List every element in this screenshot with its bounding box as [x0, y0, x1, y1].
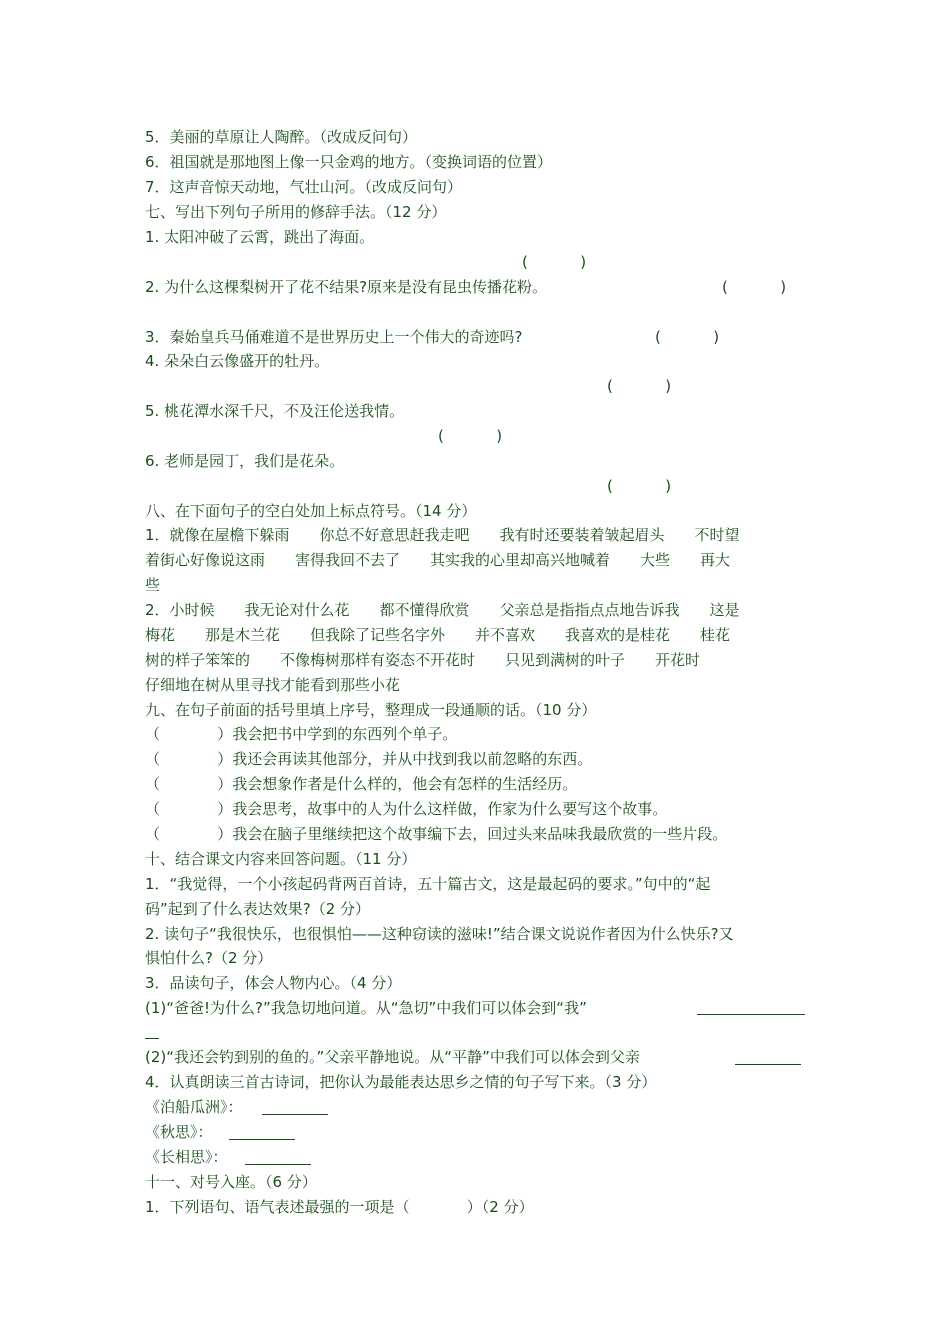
answer-line-10-3-1[interactable] — [697, 1014, 805, 1016]
section-11-title: 十一、对号入座。（6 分） — [145, 1173, 317, 1191]
answer-line-10-3-2[interactable] — [735, 1064, 801, 1066]
question-8-2-line-4: 仔细地在树从里寻找才能看到那些小花 — [145, 676, 401, 694]
poem-3-label: 《长相思》： — [145, 1148, 228, 1166]
question-6-7: 7．这声音惊天动地，气壮山河。（改成反问句） — [145, 178, 463, 196]
answer-line-poem-3[interactable] — [245, 1164, 311, 1166]
question-11-1: 1．下列语句、语气表述最强的一项是（ ）（2 分） — [145, 1198, 534, 1216]
section-7-title: 七、写出下列句子所用的修辞手法。（12 分） — [145, 203, 447, 221]
answer-bracket-7-1: ( ) — [522, 253, 587, 271]
section-10-title: 十、结合课文内容来回答问题。（11 分） — [145, 850, 417, 868]
question-10-1-line-2: 码”起到了什么表达效果?（2 分） — [145, 900, 371, 918]
question-9-3: （ ）我会想象作者是什么样的，他会有怎样的生活经历。 — [145, 775, 578, 793]
poem-2-label: 《秋思》： — [145, 1123, 213, 1141]
question-7-5: 5. 桃花潭水深千尺，不及汪伦送我情。 — [145, 402, 405, 420]
question-7-6: 6. 老师是园丁，我们是花朵。 — [145, 452, 345, 470]
question-6-5: 5．美丽的草原让人陶醉。（改成反问句） — [145, 128, 418, 146]
question-9-5: （ ）我会在脑子里继续把这个故事编下去，回过头来品味我最欣赏的一些片段。 — [145, 825, 728, 843]
answer-bracket-7-4: ( ) — [607, 377, 672, 395]
question-10-3: 3．品读句子，体会人物内心。（4 分） — [145, 974, 402, 992]
question-8-2-line-3: 树的样子笨笨的 不像梅树那样有姿态不开花时 只见到满树的叶子 开花时 — [145, 651, 701, 669]
question-7-1: 1. 太阳冲破了云霄，跳出了海面。 — [145, 228, 375, 246]
question-7-3: 3．秦始皇兵马俑难道不是世界历史上一个伟大的奇迹吗? — [145, 328, 523, 346]
question-8-1-line-1: 1．就像在屋檐下躲雨 你总不好意思赶我走吧 我有时还要装着皱起眉头 不时望 — [145, 526, 740, 544]
question-7-4: 4. 朵朵白云像盛开的牡丹。 — [145, 352, 330, 370]
question-8-2-line-2: 梅花 那是木兰花 但我除了记些名字外 并不喜欢 我喜欢的是桂花 桂花 — [145, 626, 731, 644]
question-7-2: 2. 为什么这棵梨树开了花不结果?原来是没有昆虫传播花粉。 — [145, 278, 548, 296]
question-10-1-line-1: 1．“我觉得，一个小孩起码背两百首诗，五十篇古文，这是最起码的要求。”句中的“起 — [145, 875, 711, 893]
question-9-1: （ ）我会把书中学到的东西列个单子。 — [145, 725, 458, 743]
question-6-6: 6．祖国就是那地图上像一只金鸡的地方。（变换词语的位置） — [145, 153, 553, 171]
answer-bracket-7-5: ( ) — [438, 427, 503, 445]
section-8-title: 八、在下面句子的空白处加上标点符号。（14 分） — [145, 502, 477, 520]
question-9-4: （ ）我会思考，故事中的人为什么这样做，作家为什么要写这个故事。 — [145, 800, 668, 818]
answer-line-poem-2[interactable] — [229, 1139, 295, 1141]
question-9-2: （ ）我还会再读其他部分，并从中找到我以前忽略的东西。 — [145, 750, 593, 768]
answer-line-poem-1[interactable] — [262, 1114, 328, 1116]
question-10-2-line-2: 惧怕什么?（2 分） — [145, 949, 273, 967]
question-8-2-line-1: 2．小时候 我无论对什么花 都不懂得欣赏 父亲总是指指点点地告诉我 这是 — [145, 601, 740, 619]
section-9-title: 九、在句子前面的括号里填上序号，整理成一段通顺的话。（10 分） — [145, 701, 597, 719]
question-10-3-2: (2)“我还会钓到别的鱼的。”父亲平静地说。从“平静”中我们可以体会到父亲 — [145, 1048, 640, 1066]
answer-bracket-7-3: ( ) — [655, 328, 720, 346]
question-8-1-line-2: 着街心好像说这雨 害得我回不去了 其实我的心里却高兴地喊着 大些 再大 — [145, 551, 731, 569]
poem-1-label: 《泊船瓜洲》： — [145, 1098, 243, 1116]
answer-bracket-7-2: ( ) — [722, 278, 787, 296]
question-10-4: 4．认真朗读三首古诗词，把你认为最能表达思乡之情的句子写下来。（3 分） — [145, 1073, 657, 1091]
answer-line-10-3-1-continued[interactable] — [145, 1038, 159, 1040]
question-8-1-line-3: 些 — [145, 576, 161, 594]
answer-bracket-7-6: ( ) — [607, 477, 672, 495]
question-10-2-line-1: 2. 读句子“我很快乐，也很惧怕——这种窃读的滋味!”结合课文说说作者因为什么快乐?又 — [145, 925, 734, 943]
question-10-3-1: (1)“爸爸!为什么?”我急切地问道。从“急切”中我们可以体会到“我” — [145, 999, 587, 1017]
